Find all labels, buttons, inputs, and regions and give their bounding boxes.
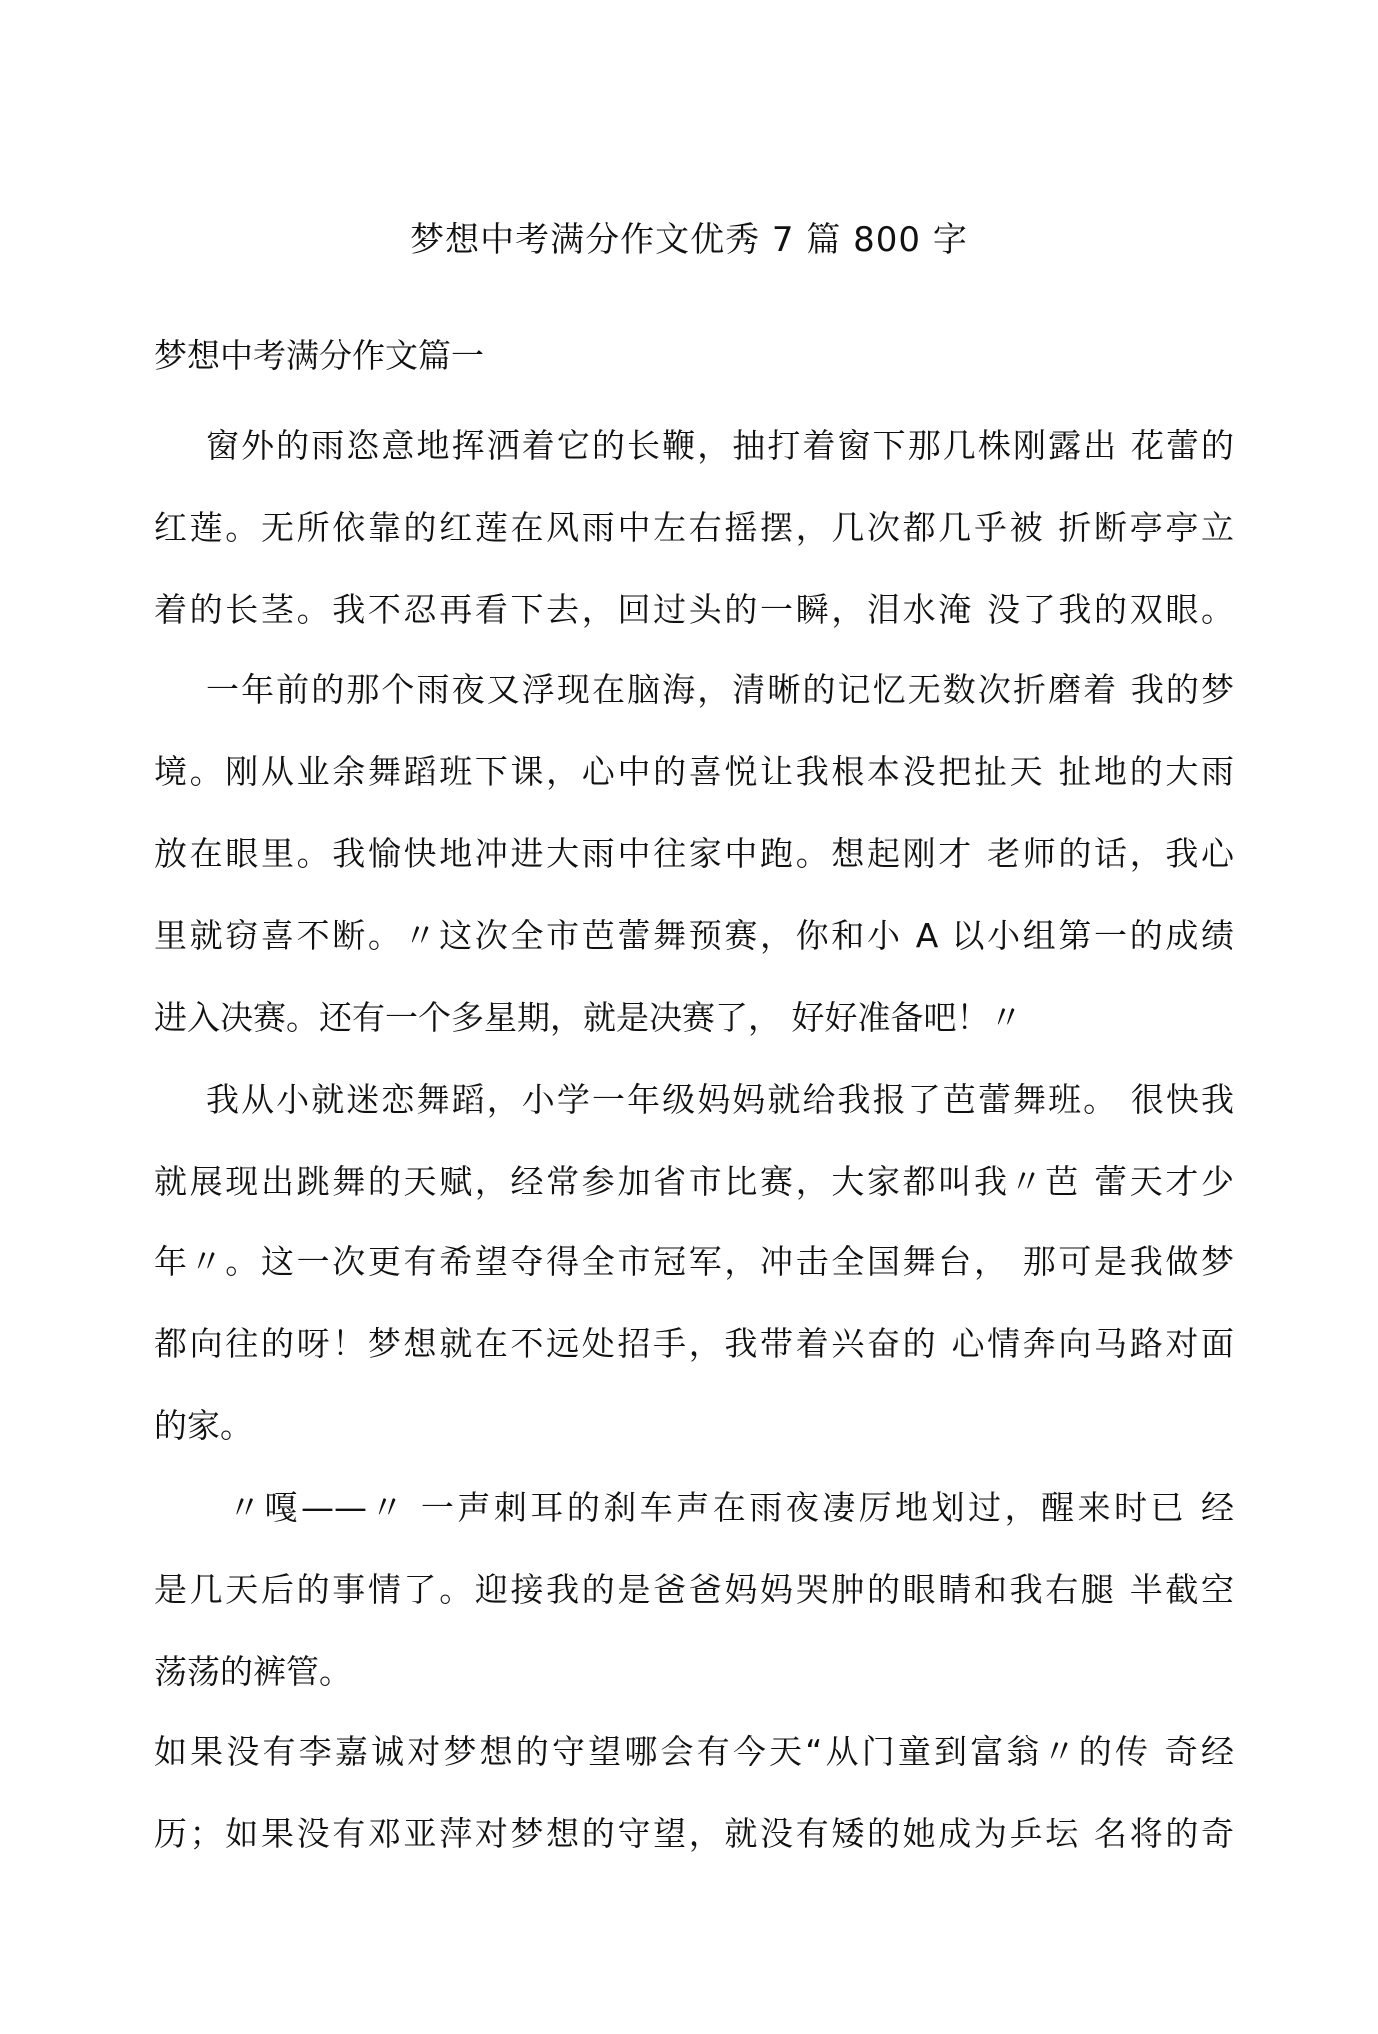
document-title: 梦想中考满分作文优秀 7 篇 800 字 xyxy=(410,220,968,260)
text-line: 如果没有李嘉诚对梦想的守望哪会有今天“从门童到富翁〃的传 奇经 xyxy=(154,1732,1234,1771)
text-line: 进入决赛。还有一个多星期，就是决赛了， 好好准备吧！〃 xyxy=(154,998,1023,1037)
text-line: 着的长茎。我不忍再看下去，回过头的一瞬，泪水淹 没了我的双眼。 xyxy=(154,590,1234,629)
text-line: 里就窃喜不断。〃这次全市芭蕾舞预赛，你和小 A 以小组第一的成绩 xyxy=(154,916,1234,955)
text-line: 年〃。这一次更有希望夺得全市冠军，冲击全国舞台， 那可是我做梦 xyxy=(154,1242,1234,1281)
text-line: 〃嘎——〃 一声刺耳的刹车声在雨夜凄厉地划过，醒来时已 经 xyxy=(228,1488,1234,1527)
text-line: 境。刚从业余舞蹈班下课，心中的喜悦让我根本没把扯天 扯地的大雨 xyxy=(154,752,1234,791)
text-line: 都向往的呀！梦想就在不远处招手，我带着兴奋的 心情奔向马路对面 xyxy=(154,1324,1234,1363)
text-line: 放在眼里。我愉快地冲进大雨中往家中跑。想起刚才 老师的话，我心 xyxy=(154,834,1234,873)
text-line: 我从小就迷恋舞蹈，小学一年级妈妈就给我报了芭蕾舞班。 很快我 xyxy=(206,1080,1234,1119)
section-heading: 梦想中考满分作文篇一 xyxy=(154,336,484,375)
text-line: 就展现出跳舞的天赋，经常参加省市比赛，大家都叫我〃芭 蕾天才少 xyxy=(154,1162,1234,1201)
text-line: 一年前的那个雨夜又浮现在脑海，清晰的记忆无数次折磨着 我的梦 xyxy=(206,670,1234,709)
text-line: 红莲。无所依靠的红莲在风雨中左右摇摆，几次都几乎被 折断亭亭立 xyxy=(154,508,1234,547)
text-line: 窗外的雨恣意地挥洒着它的长鞭，抽打着窗下那几株刚露出 花蕾的 xyxy=(206,426,1234,465)
text-line: 荡荡的裤管。 xyxy=(154,1652,352,1691)
text-line: 是几天后的事情了。迎接我的是爸爸妈妈哭肿的眼睛和我右腿 半截空 xyxy=(154,1570,1234,1609)
text-line: 的家。 xyxy=(154,1406,253,1445)
text-line: 历；如果没有邓亚萍对梦想的守望，就没有矮的她成为乒坛 名将的奇 xyxy=(154,1814,1234,1853)
